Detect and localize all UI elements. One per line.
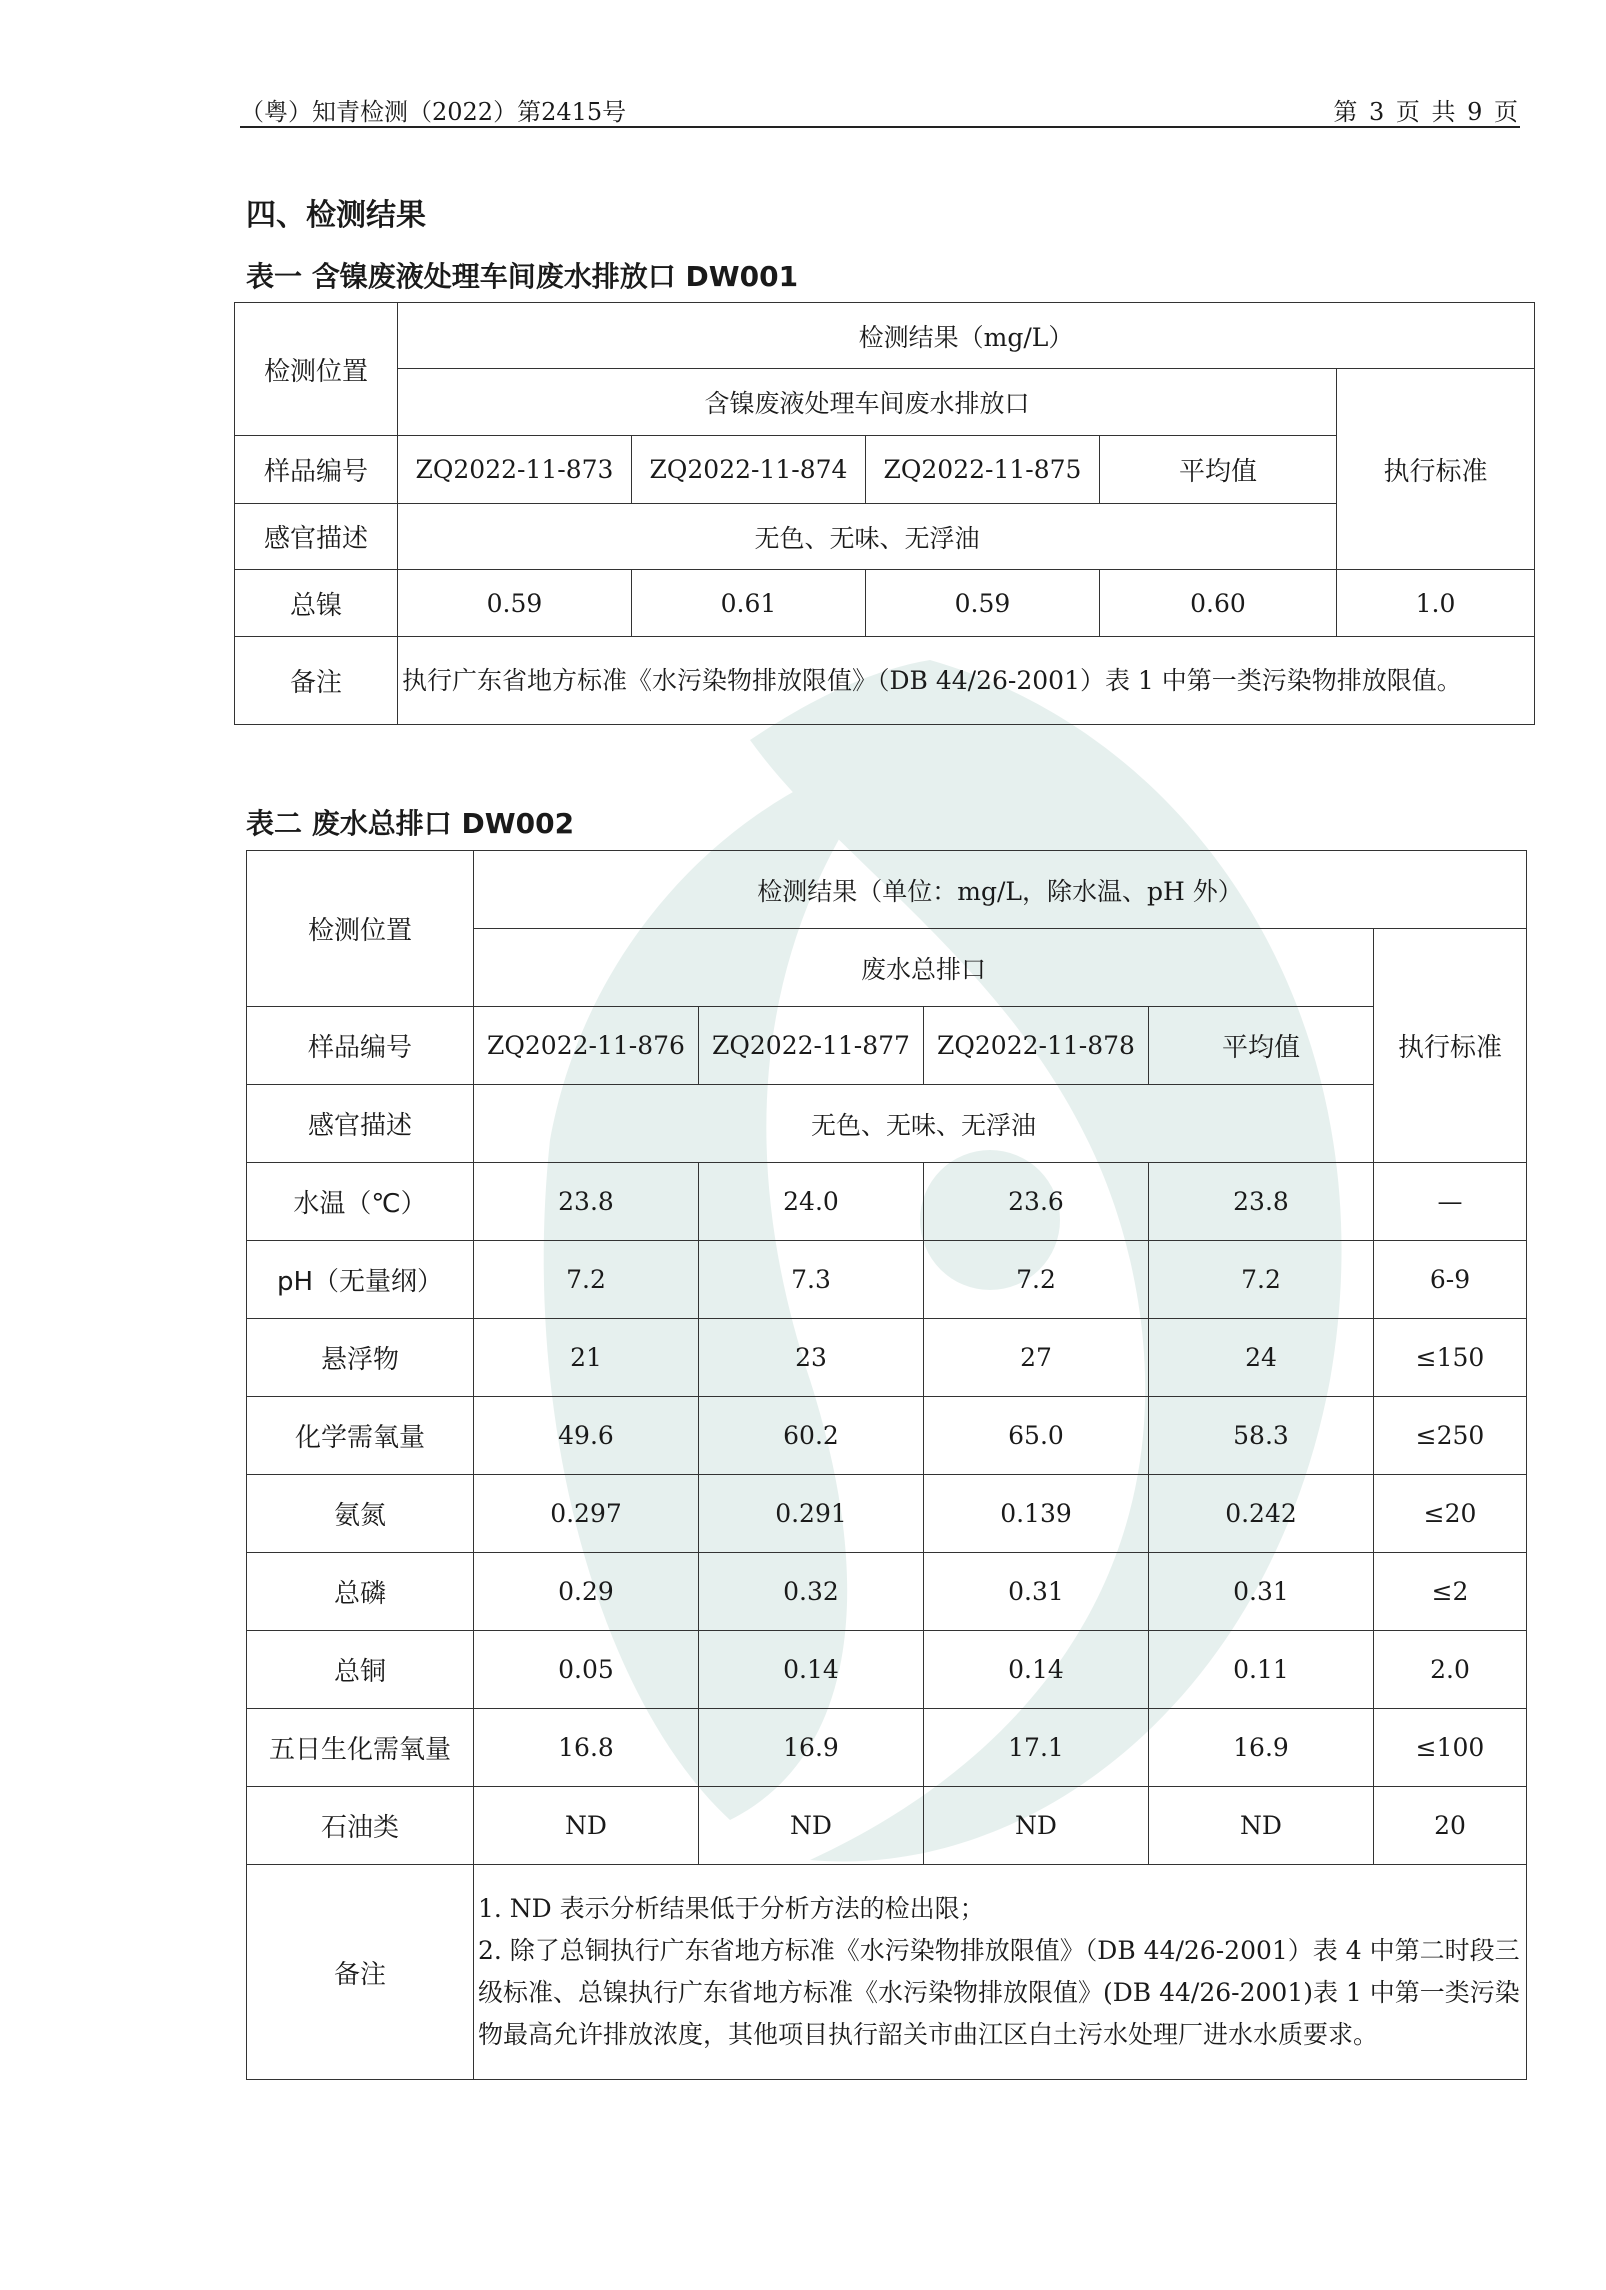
row-average: 0.60 [1100,570,1337,637]
table2 [246,850,1527,2080]
row-parameter: 总磷 [247,1553,474,1631]
row-standard: ≤2 [1374,1553,1527,1631]
row-value: 0.05 [474,1631,699,1709]
row-standard: ≤100 [1374,1709,1527,1787]
table2-sample-label: 样品编号 [247,1007,474,1085]
row-value: 0.297 [474,1475,699,1553]
row-value: ND [474,1787,699,1865]
row-parameter: 水温（℃） [247,1163,474,1241]
table1-sensory-label: 感官描述 [235,504,398,570]
section-title: 四、检测结果 [246,198,426,233]
table1-location-value: 含镍废液处理车间废水排放口 [398,369,1337,436]
remark-line: 1. ND 表示分析结果低于分析方法的检出限； [478,1894,985,1923]
row-parameter: 氨氮 [247,1475,474,1553]
table2-sample-id: ZQ2022-11-877 [699,1007,924,1085]
table2-sensory-label: 感官描述 [247,1085,474,1163]
row-value: 23.8 [474,1163,699,1241]
row-value: 17.1 [924,1709,1149,1787]
row-parameter: pH（无量纲） [247,1241,474,1319]
row-value: 0.14 [699,1631,924,1709]
row-average: 7.2 [1149,1241,1374,1319]
row-average: 23.8 [1149,1163,1374,1241]
table-row [247,1475,1527,1553]
row-parameter: 五日生化需氧量 [247,1709,474,1787]
table1-sensory-value: 无色、无味、无浮油 [398,504,1337,570]
row-value: 60.2 [699,1397,924,1475]
row-value: 65.0 [924,1397,1149,1475]
row-standard: 1.0 [1337,570,1535,637]
table2-sample-id: ZQ2022-11-876 [474,1007,699,1085]
row-value: 16.9 [699,1709,924,1787]
table-row [247,1709,1527,1787]
table2-location-label: 检测位置 [247,851,474,1007]
row-value: 24.0 [699,1163,924,1241]
row-value: 0.139 [924,1475,1149,1553]
table-row [235,570,1535,637]
row-value: 0.31 [924,1553,1149,1631]
row-parameter: 总铜 [247,1631,474,1709]
row-value: ND [924,1787,1149,1865]
table2-standard-label: 执行标准 [1374,929,1527,1163]
page-number: 第 3 页 共 9 页 [1333,98,1520,126]
row-value: 7.2 [924,1241,1149,1319]
row-value: 23.6 [924,1163,1149,1241]
row-value: 27 [924,1319,1149,1397]
table-row [247,1163,1527,1241]
table2-title: 表二 废水总排口 DW002 [246,807,575,840]
row-value: ND [699,1787,924,1865]
table-row [247,1631,1527,1709]
page-header [240,88,1520,128]
table-row [247,1319,1527,1397]
row-value: 21 [474,1319,699,1397]
row-value: 7.3 [699,1241,924,1319]
row-standard: 20 [1374,1787,1527,1865]
table1-remark: 执行广东省地方标准《水污染物排放限值》（DB 44/26-2001）表 1 中第一类污染物排放限值。 [398,637,1535,725]
table2-sensory-value: 无色、无味、无浮油 [474,1085,1374,1163]
table1-sample-label: 样品编号 [235,436,398,504]
table1-title: 表一 含镍废液处理车间废水排放口 DW001 [246,260,799,293]
table-row [247,1553,1527,1631]
table1-remark-label: 备注 [235,637,398,725]
table1-sample-id: ZQ2022-11-874 [632,436,866,504]
table2-location-value: 废水总排口 [474,929,1374,1007]
report-number: （粤）知青检测（2022）第2415号 [240,98,627,126]
row-average: 0.31 [1149,1553,1374,1631]
table2-remark-label: 备注 [247,1865,474,2080]
row-standard: ≤20 [1374,1475,1527,1553]
row-average: 58.3 [1149,1397,1374,1475]
row-value: 0.291 [699,1475,924,1553]
row-standard: 2.0 [1374,1631,1527,1709]
table1-location-label: 检测位置 [235,303,398,436]
row-average: 0.11 [1149,1631,1374,1709]
row-average: ND [1149,1787,1374,1865]
row-standard: 6-9 [1374,1241,1527,1319]
row-average: 16.9 [1149,1709,1374,1787]
table1-avg-label: 平均值 [1100,436,1337,504]
table1-sample-id: ZQ2022-11-873 [398,436,632,504]
table2-result-header: 检测结果（单位：mg/L，除水温、pH 外） [474,851,1527,929]
row-value: 0.61 [632,570,866,637]
table-row [247,1787,1527,1865]
table1 [234,302,1535,725]
table1-standard-label: 执行标准 [1337,369,1535,570]
row-value: 0.32 [699,1553,924,1631]
row-value: 16.8 [474,1709,699,1787]
row-parameter: 悬浮物 [247,1319,474,1397]
row-standard: ≤150 [1374,1319,1527,1397]
table-row [247,1241,1527,1319]
row-parameter: 化学需氧量 [247,1397,474,1475]
row-parameter: 石油类 [247,1787,474,1865]
row-value: 49.6 [474,1397,699,1475]
row-average: 0.242 [1149,1475,1374,1553]
row-value: 7.2 [474,1241,699,1319]
remark-line: 2. 除了总铜执行广东省地方标准《水污染物排放限值》（DB 44/26-2001）表 4 中第二时段三级标准、总镍执行广东省地方标准《水污染物排放限值》(DB 44/26-2001)表 1 中第一类污染物最高允许排放浓度，其他项目执行韶关市曲江区白土污水处理厂进水水质要求。 [478,1936,1520,2049]
table1-sample-id: ZQ2022-11-875 [866,436,1100,504]
table2-avg-label: 平均值 [1149,1007,1374,1085]
table2-remarks [474,1865,1527,2080]
table1-result-header: 检测结果（mg/L） [398,303,1535,369]
row-value: 0.59 [866,570,1100,637]
row-average: 24 [1149,1319,1374,1397]
row-standard: ≤250 [1374,1397,1527,1475]
row-value: 23 [699,1319,924,1397]
row-value: 0.29 [474,1553,699,1631]
table2-sample-id: ZQ2022-11-878 [924,1007,1149,1085]
row-value: 0.59 [398,570,632,637]
row-standard: — [1374,1163,1527,1241]
table-row [247,1397,1527,1475]
row-parameter: 总镍 [235,570,398,637]
row-value: 0.14 [924,1631,1149,1709]
